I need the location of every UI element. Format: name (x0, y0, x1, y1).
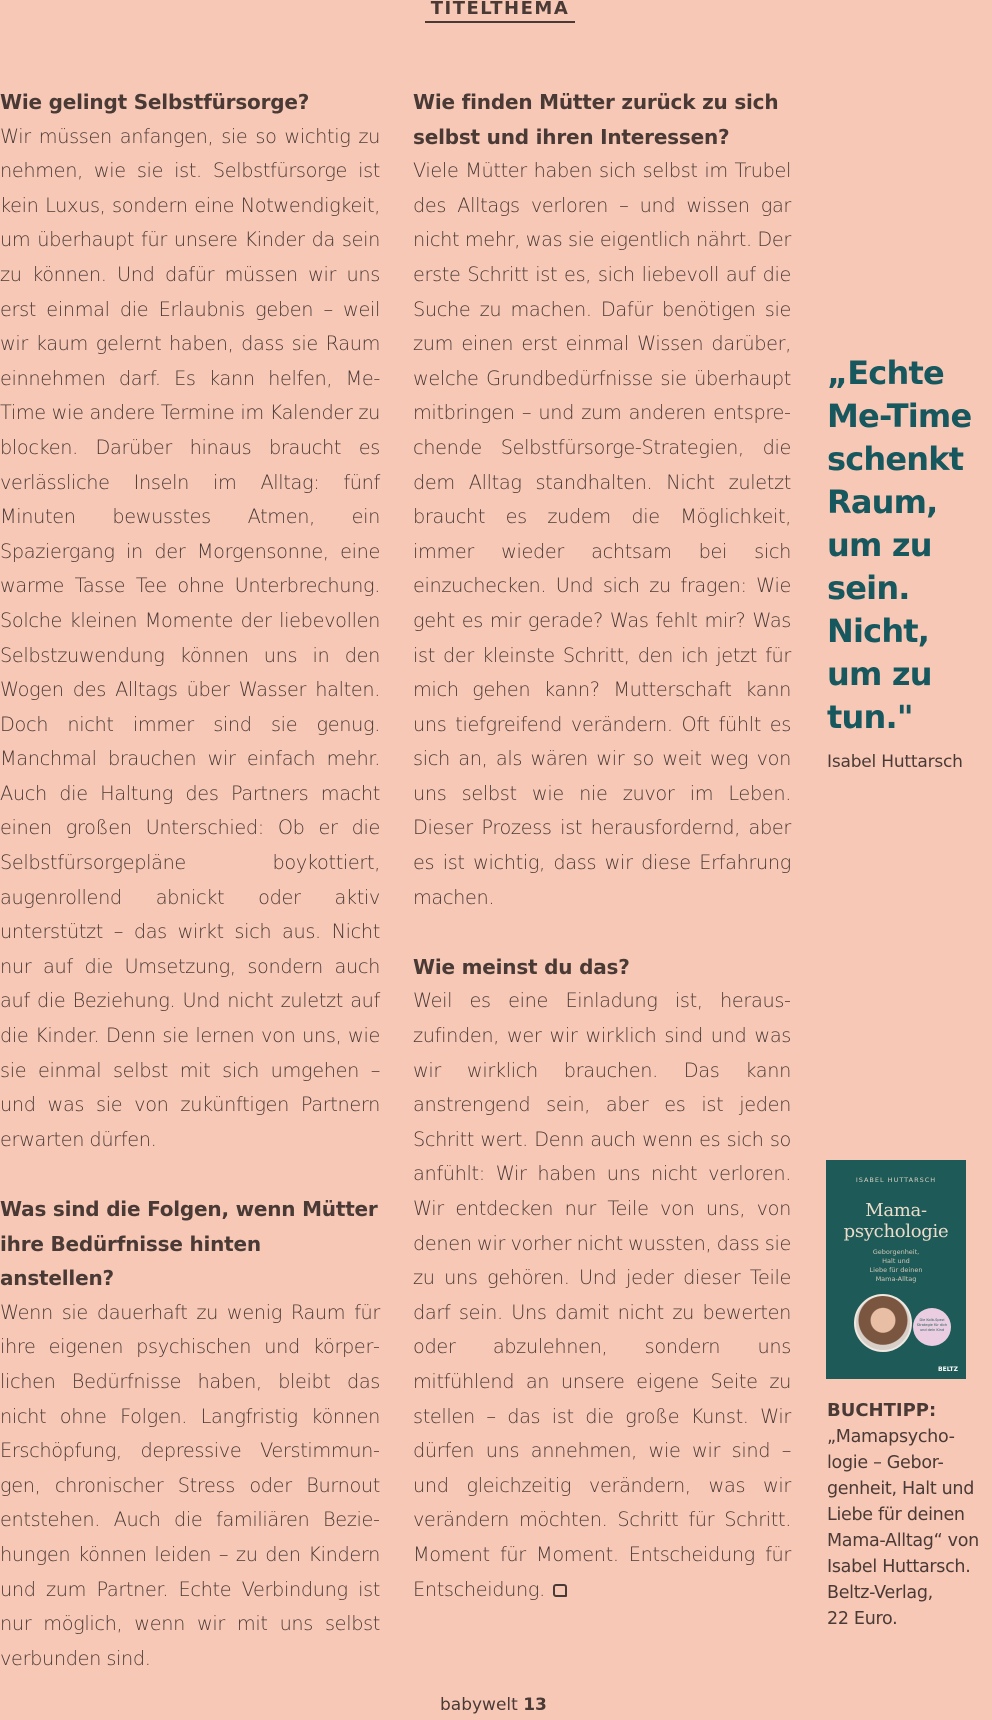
section-kicker: TITELTHEMA (425, 0, 575, 23)
article-column-1 (0, 85, 380, 1676)
publisher-logo: BELTZ (938, 1366, 958, 1373)
pull-quote-line: „Echte (827, 354, 944, 392)
book-tip-line: 22 Euro. (827, 1609, 898, 1629)
book-cover-subtitle-line: Halt und (882, 1257, 910, 1265)
section-spacer (413, 915, 791, 950)
book-cover-title-line: Mama- (865, 1200, 927, 1221)
section-heading: Wie gelingt Selbstfürsorge? (0, 90, 310, 114)
book-cover-title (826, 1200, 966, 1242)
book-tip-line: Beltz-Verlag, (827, 1583, 933, 1603)
book-cover-title-line: psychologie (843, 1221, 949, 1242)
pull-quote-line: Nicht, (827, 612, 930, 650)
pull-quote-line: Me-Time (827, 397, 972, 435)
book-tip-line: Liebe für deinen (827, 1505, 965, 1525)
book-tip-line: genheit, Halt und (827, 1479, 975, 1499)
section-spacer (0, 1157, 380, 1192)
article-column-2 (413, 85, 791, 1607)
end-of-article-icon (553, 1584, 567, 1597)
section-body-last (413, 984, 791, 1607)
section-body: Wenn sie dauerhaft zu wenig Raum für ihre eigenen psychischen und körperlichen Bedürfnisse haben, bleibt das nicht ohne Folgen. Langfristig können Erschöpfung, depressive Verstimmungen, chronischer Stress oder Burnout entstehen. Auch die familiären Beziehungen können leiden – zu den Kindern und zum Partner. Echte Verbindung ist nur möglich, wenn wir mit uns selbst verbunden sind. (0, 1300, 380, 1670)
book-cover-subtitle-line: Mama-Alltag (875, 1275, 917, 1283)
book-cover-subtitle (826, 1248, 966, 1284)
author-portrait-photo (854, 1294, 912, 1352)
book-tip-line: logie – Gebor- (827, 1453, 944, 1473)
section-body: Wir müssen anfangen, sie so wichtig zu nehmen, wie sie ist. Selbstfürsorge ist kein Luxus, sondern eine Notwendigkeit, um überhaupt für unsere Kinder da sein zu können. Und dafür müssen wir uns erst einmal die Erlaubnis geben – weil wir kaum gelernt haben, dass sie Raum einnehmen darf. Es kann helfen, Me-Time wie andere Termine im Kalender zu blocken. Darüber hinaus braucht es verlässliche Inseln im Alltag: fünf Minuten bewusstes Atmen, ein Spaziergang in der Morgensonne, eine warme Tasse Tee ohne Unterbrechung. Solche kleinen Momente der liebevollen Selbstzuwendung können uns in den Wogen des Alltags über Wasser halten. Doch nicht immer sind sie genug. Manchmal brauchen wir einfach mehr. Auch die Haltung des Partners macht einen großen Unterschied: Ob er die Selbstfürsorgepläne boykottiert, augenrollend abnickt oder aktiv unterstützt – das wirkt sich aus. Nicht nur auf die Umsetzung, sondern auch auf die Beziehung. Und nicht zuletzt auf die Kinder. Denn sie lernen von uns, wie sie einmal selbst mit sich umgehen – und was sie von zukünftigen Partnern erwarten dürfen. (0, 124, 380, 1151)
page-number: 13 (523, 1695, 547, 1715)
book-tip-label: BUCHTIPP: (827, 1400, 937, 1421)
section-body: Viele Mütter haben sich selbst im Trubel des Alltags verloren – und wissen gar nicht mehr, was sie eigentlich nährt. Der erste Schritt ist es, sich liebevoll auf die Suche zu machen. Dafür benötigen sie zum einen erst einmal Wissen darüber, welche Grundbedürfnisse sie überhaupt mitbringen – und zum anderen entsprechende Selbstfürsorge-Strategien, die dem Alltag standhalten. Nicht zuletzt braucht es zudem die Möglichkeit, immer wieder achtsam bei sich einzuchecken. Und sich zu fragen: Wie geht es mir gerade? Was fehlt mir? Was ist der kleinste Schritt, den ich jetzt für mich gehen kann? Mutterschaft kann uns tiefgreifend verändern. Oft fühlt es sich an, als wären wir so weit weg von uns selbst wie nie zuvor im Leben. Dieser Prozess ist herausfordernd, aber es ist wichtig, dass wir diese Erfahrung machen. (413, 159, 791, 909)
book-cover-subtitle-line: Liebe für deinen (869, 1266, 923, 1274)
pull-quote-author: Isabel Huttarsch (827, 752, 963, 772)
book-cover-subtitle-line: Geborgenheit, (872, 1248, 920, 1256)
book-tip-line: Mama-Alltag“ von (827, 1531, 979, 1551)
pull-quote-line: um zu (827, 526, 932, 564)
section-heading: Wie finden Mütter zurück zu sich selbst und ihren Interessen? (413, 90, 779, 149)
section-body-text: Weil es eine Einladung ist, herauszufinden, wer wir wirklich sind und was wir wirklich brauchen. Das kann anstrengend sein, aber es ist jeden Schritt wert. Denn auch wenn es sich so anfühlt: Wir haben uns nicht verloren. Wir entdecken nur Teile von uns, von denen wir vorher nicht wussten, dass sie zu uns gehören. Und jeder dieser Teile darf sein. Uns damit nicht zu bewerten oder abzulehnen, sondern uns mitfühlend an unsere eigene Seite zu stellen – das ist die große Kunst. Wir dürfen uns annehmen, wie wir sind – und gleichzeitig verändern, was wir verändern möchten. Schritt für Schritt. Moment für Moment. Entscheidung für Entscheidung. (413, 989, 791, 1601)
page-footer (440, 1695, 547, 1715)
book-cover-image (826, 1160, 966, 1379)
book-tip-line: „Mamapsycho- (827, 1427, 955, 1447)
book-cover-author: ISABEL HUTTARSCH (855, 1176, 937, 1184)
book-tip-line: Isabel Huttarsch. (827, 1557, 971, 1577)
pull-quote-line: schenkt (827, 440, 964, 478)
pull-quote-line: Raum, (827, 483, 938, 521)
pull-quote-line: um zu (827, 655, 932, 693)
section-heading: Was sind die Folgen, wenn Mütter ihre Bedürfnisse hinten anstellen? (0, 1197, 378, 1291)
section-heading: Wie meinst du das? (413, 954, 630, 979)
book-tip (827, 1398, 992, 1632)
book-cover-badge: Die Kolb-Spezi Strategie für dich und dein Kind (913, 1308, 951, 1346)
magazine-name: babywelt (440, 1695, 518, 1715)
pull-quote-line: tun." (827, 698, 913, 736)
pull-quote (827, 352, 992, 739)
pull-quote-line: sein. (827, 569, 910, 607)
